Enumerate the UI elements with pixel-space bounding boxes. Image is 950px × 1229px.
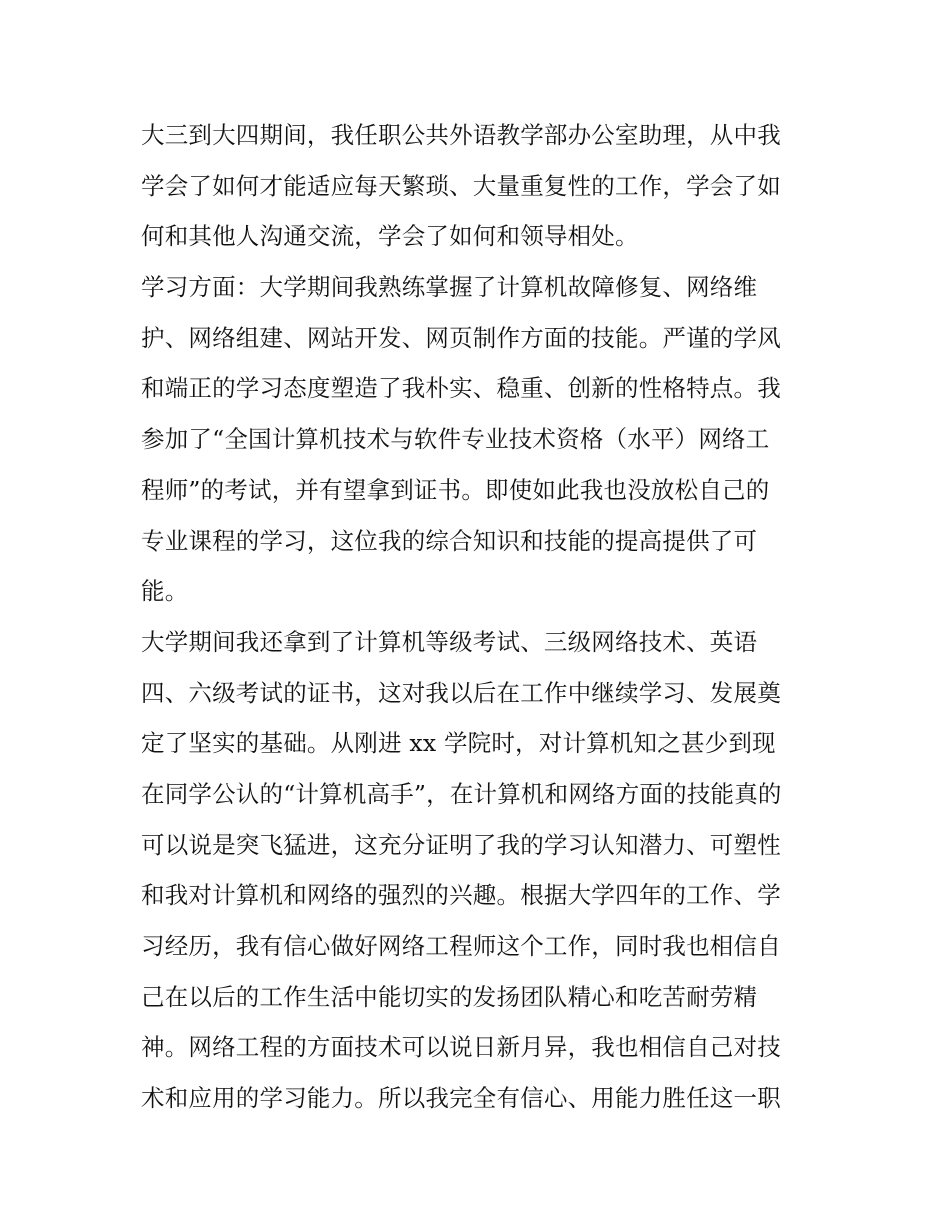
text-line: 定了坚实的基础。从刚进 xx 学院时，对计算机知之甚少到现 (141, 729, 776, 758)
text-line: 大学期间我还拿到了计算机等级考试、三级网络技术、英语 (141, 627, 758, 656)
text-line: 专业课程的学习，这位我的综合知识和技能的提高提供了可 (141, 526, 758, 555)
text-line: 参加了“全国计算机技术与软件专业技术资格（水平）网络工 (141, 425, 770, 454)
text-line: 何和其他人沟通交流，学会了如何和领导相处。 (141, 222, 639, 251)
text-line: 程师”的考试，并有望拿到证书。即使如此我也没放松自己的 (141, 475, 770, 504)
text-line: 和我对计算机和网络的强烈的兴趣。根据大学四年的工作、学 (141, 881, 781, 910)
text-line: 神。网络工程的方面技术可以说日新月异，我也相信自己对技 (141, 1033, 781, 1062)
text-line: 己在以后的工作生活中能切实的发扬团队精心和吃苦耐劳精 (141, 982, 758, 1011)
text-line: 大三到大四期间，我任职公共外语教学部办公室助理，从中我 (141, 121, 781, 149)
text-line: 护、网络组建、网站开发、网页制作方面的技能。严谨的学风 (141, 323, 781, 352)
text-line: 习经历，我有信心做好网络工程师这个工作，同时我也相信自 (141, 932, 781, 960)
text-line: 可以说是突飞猛进，这充分证明了我的学习认知潜力、可塑性 (141, 830, 781, 859)
text-line: 能。 (141, 577, 189, 606)
text-line: 在同学公认的“计算机高手”，在计算机和网络方面的技能真的 (141, 779, 782, 808)
body-text (141, 110, 821, 1124)
text-line: 和端正的学习态度塑造了我朴实、稳重、创新的性格特点。我 (141, 374, 781, 403)
text-line: 术和应用的学习能力。所以我完全有信心、用能力胜任这一职 (141, 1084, 781, 1113)
text-line: 学习方面：大学期间我熟练掌握了计算机故障修复、网络维 (141, 273, 758, 302)
text-line: 学会了如何才能适应每天繁琐、大量重复性的工作，学会了如 (141, 171, 781, 200)
text-line: 四、六级考试的证书，这对我以后在工作中继续学习、发展奠 (141, 678, 781, 707)
